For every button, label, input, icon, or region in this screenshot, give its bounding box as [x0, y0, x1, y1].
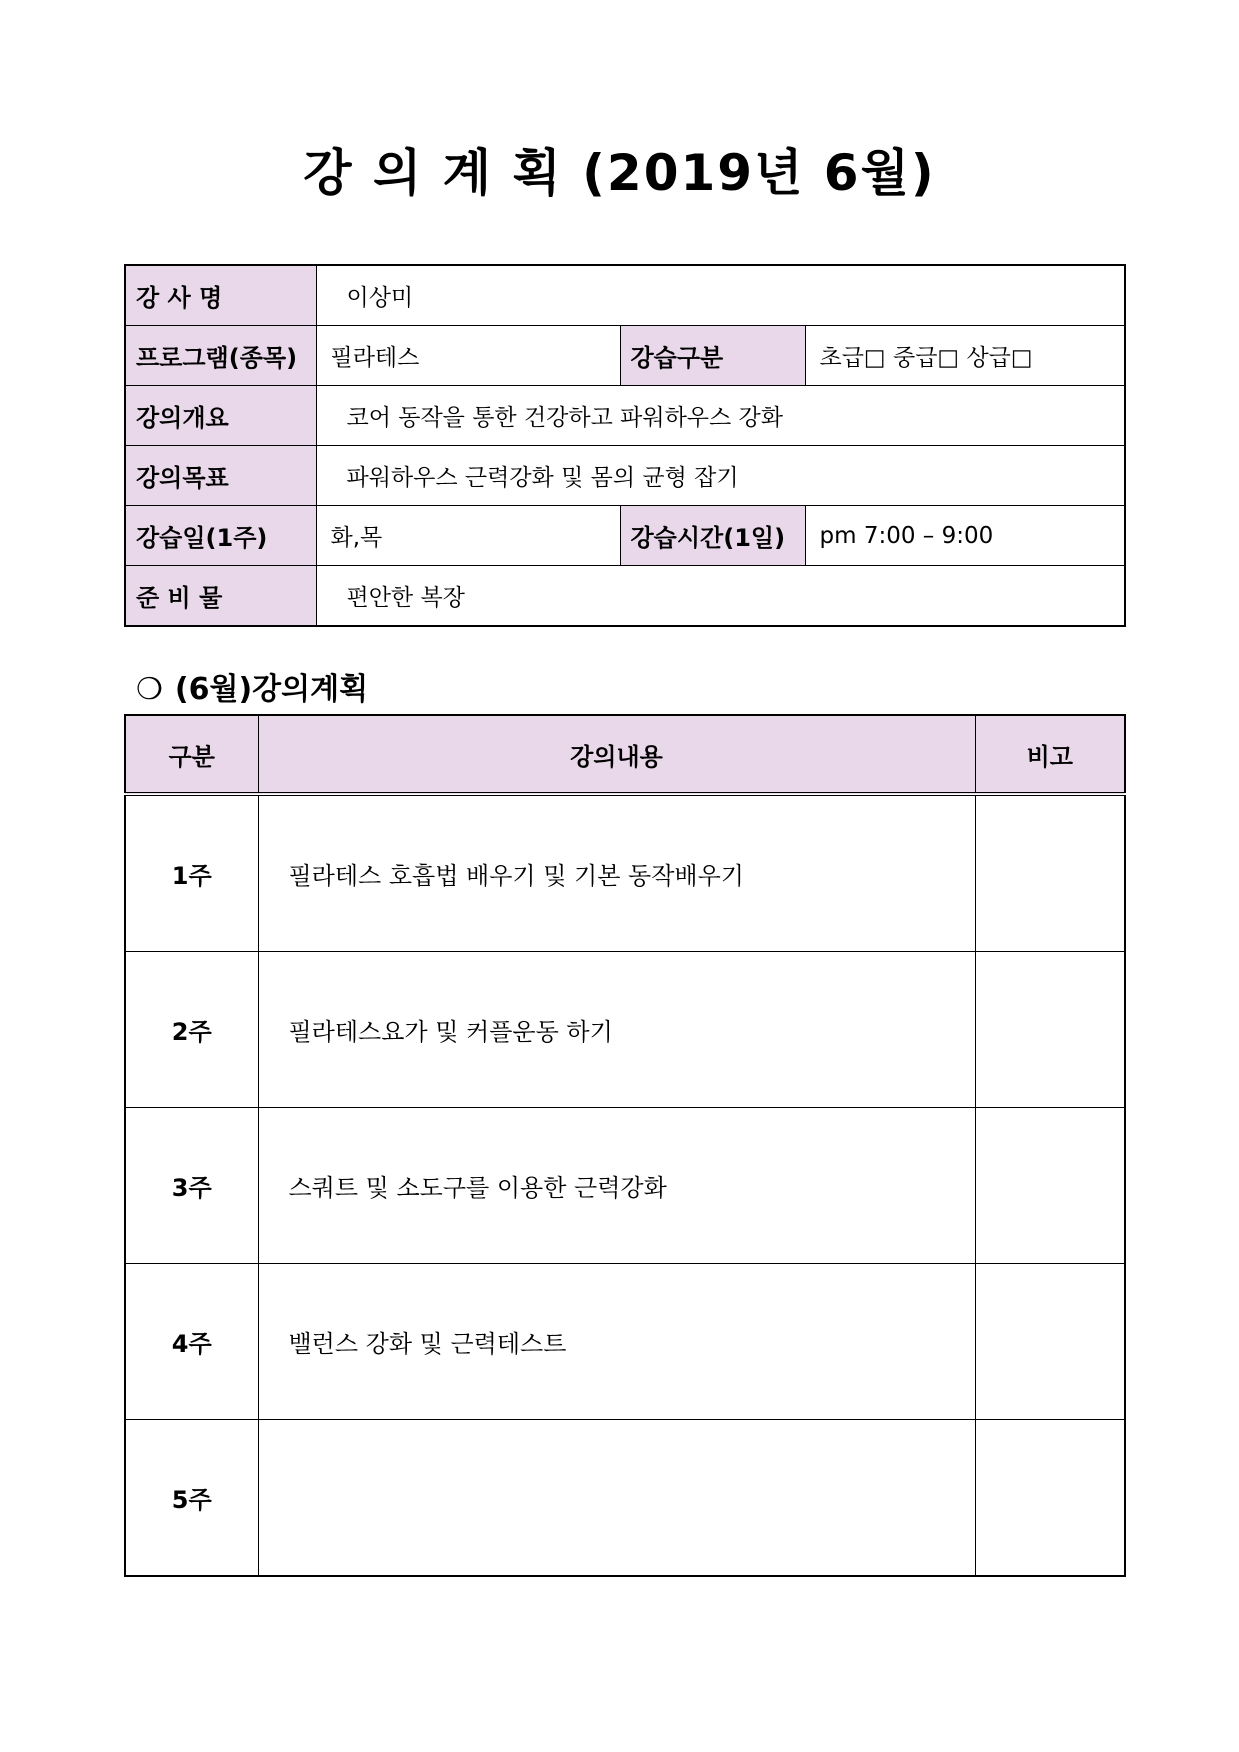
page-title: 강 의 계 획 (2019년 6월)	[303, 144, 936, 202]
week-cell: 5주	[125, 1420, 258, 1577]
note-cell	[975, 1108, 1125, 1264]
content-cell: 스쿼트 및 소도구를 이용한 근력강화	[258, 1108, 975, 1264]
content-cell: 필라테스 호흡법 배우기 및 기본 동작배우기	[258, 794, 975, 952]
note-cell	[975, 794, 1125, 952]
table-row	[125, 794, 1125, 952]
content-cell: 필라테스요가 및 커플운동 하기	[258, 952, 975, 1108]
note-header: 비고	[975, 715, 1125, 794]
time-label: 강습시간(1일)	[620, 506, 805, 566]
overview-label: 강의개요	[125, 386, 316, 446]
content-cell	[258, 1420, 975, 1577]
overview-value: 코어 동작을 통한 건강하고 파워하우스 강화	[316, 386, 1125, 446]
week-cell: 3주	[125, 1108, 258, 1264]
table-row	[125, 1108, 1125, 1264]
program-value: 필라테스	[316, 326, 620, 386]
days-label: 강습일(1주)	[125, 506, 316, 566]
plan-heading-text: (6월)강의계획	[174, 672, 369, 707]
course-info-table	[124, 264, 1126, 627]
supplies-row	[125, 566, 1125, 627]
plan-section-heading	[136, 668, 368, 712]
days-value: 화,목	[316, 506, 620, 566]
goal-value: 파워하우스 근력강화 및 몸의 균형 잡기	[316, 446, 1125, 506]
division-header: 구분	[125, 715, 258, 794]
note-cell	[975, 952, 1125, 1108]
week-cell: 1주	[125, 794, 258, 952]
level-label: 강습구분	[620, 326, 805, 386]
table-row	[125, 1264, 1125, 1420]
table-row	[125, 1420, 1125, 1577]
instructor-value: 이상미	[316, 265, 1125, 326]
level-value: 초급□ 중급□ 상급□	[805, 326, 1125, 386]
supplies-label: 준 비 물	[125, 566, 316, 627]
content-header: 강의내용	[258, 715, 975, 794]
program-row	[125, 326, 1125, 386]
goal-label: 강의목표	[125, 446, 316, 506]
table-row	[125, 952, 1125, 1108]
instructor-row	[125, 265, 1125, 326]
circle-bullet-icon: ❍	[136, 672, 163, 707]
content-cell: 밸런스 강화 및 근력테스트	[258, 1264, 975, 1420]
week-cell: 2주	[125, 952, 258, 1108]
note-cell	[975, 1264, 1125, 1420]
schedule-row	[125, 506, 1125, 566]
time-value: pm 7:00 – 9:00	[805, 506, 1125, 566]
instructor-label: 강 사 명	[125, 265, 316, 326]
supplies-value: 편안한 복장	[316, 566, 1125, 627]
goal-row	[125, 446, 1125, 506]
program-label: 프로그램(종목)	[125, 326, 316, 386]
overview-row	[125, 386, 1125, 446]
week-cell: 4주	[125, 1264, 258, 1420]
note-cell	[975, 1420, 1125, 1577]
plan-header-row	[125, 715, 1125, 794]
lecture-plan-table	[124, 714, 1126, 1577]
